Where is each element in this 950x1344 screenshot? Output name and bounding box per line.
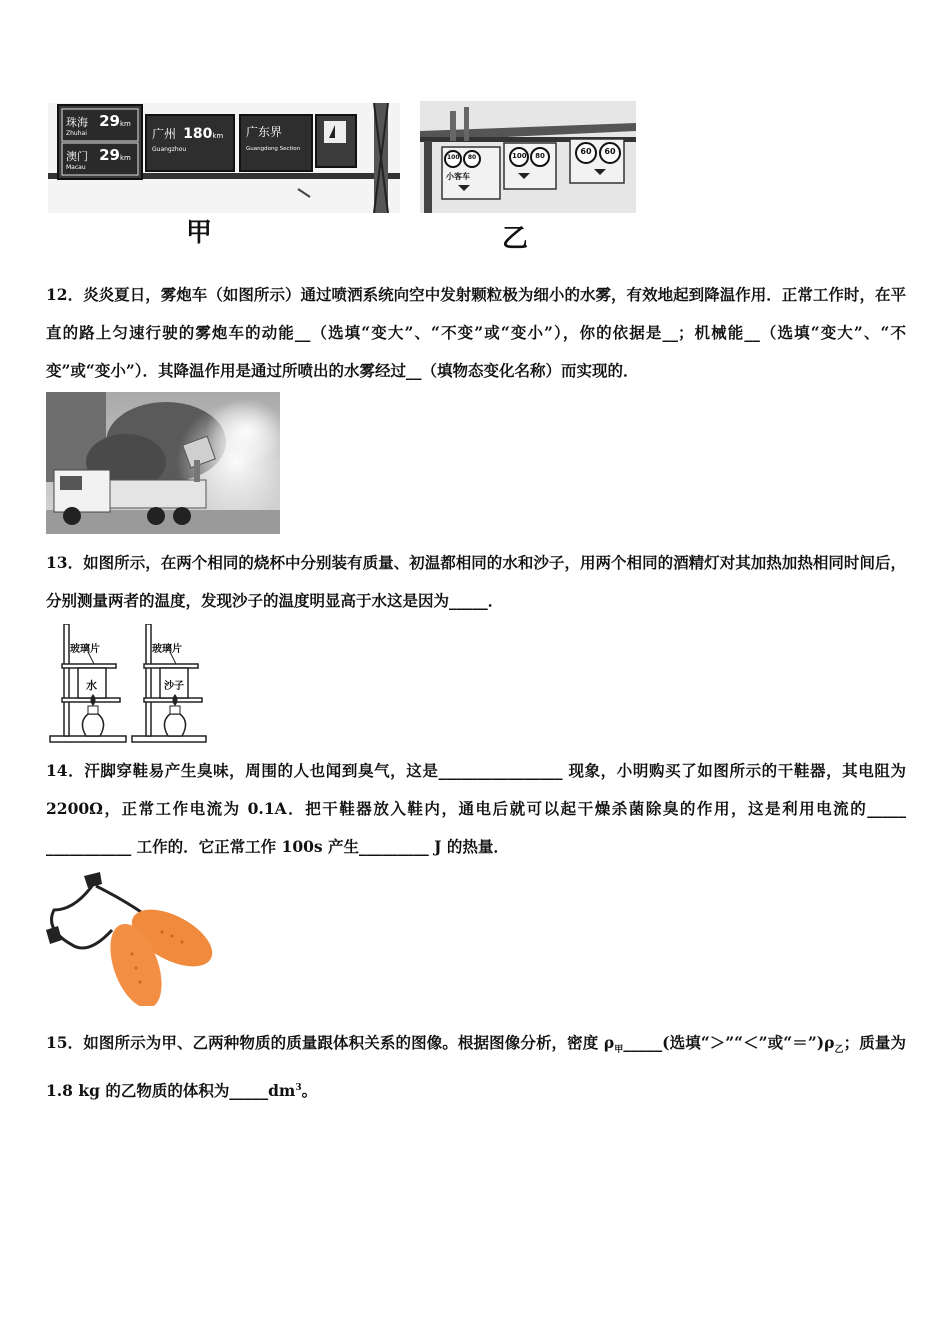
speed-limit-3: 100: [512, 152, 527, 160]
question-15: [46, 1024, 906, 1110]
question-12-text: 12．炎炎夏日，雾炮车（如图所示）通过喷洒系统向空中发射颗粒极为细小的水雾，有效地起到降温作用．正常工作时，在平直的路上匀速行驶的雾炮车的动能__（选填“变大”、“不变”或“变小”），你的依据是__；机械能__（选填“变大”、“不变”或“变小”）．其降温作用是通过所喷出的水雾经过__（填物态变化名称）而实现的．: [46, 285, 906, 380]
question-15-part-2: _____(选填“＞”“＜”或“＝”)ρ: [623, 1033, 835, 1052]
question-14-text: 14．汗脚穿鞋易产生臭味，周围的人也闻到臭气，这是________________ 现象，小明购买了如图所示的干鞋器，其电阻为 2200Ω，正常工作电流为 0.1A．把干鞋器放入鞋内，通电后就可以起干燥杀菌除臭的作用，这是利用电流的_____ ___________ 工作的．它正常工作 100s 产生_________ J 的热量．: [46, 761, 906, 856]
sign-unit: km: [212, 132, 224, 140]
sign-guangzhou-name: 广州: [152, 127, 177, 141]
superscript-3: 3: [295, 1083, 302, 1094]
sign-aomen-dist: 29: [99, 146, 120, 164]
heating-apparatus-figure: [48, 624, 208, 746]
speed-limit-6: 60: [604, 147, 616, 156]
sign-zhuhai: [66, 111, 136, 137]
question-12: [46, 276, 906, 390]
sign-aomen: [66, 145, 136, 171]
speed-limit-2: 80: [467, 154, 477, 161]
sign-zhuhai-name: 珠海: [66, 116, 88, 129]
sign-unit: km: [119, 120, 131, 128]
sign-guangdong: [246, 123, 310, 152]
sign-guangzhou-en: Guangzhou: [152, 146, 187, 153]
glass-plate-label-left: 玻璃片: [70, 644, 100, 655]
subscript-yi: 乙: [834, 1045, 844, 1056]
speed-limit-5: 60: [580, 147, 592, 156]
sign-zhuhai-dist: 29: [99, 112, 120, 130]
figure-jia: [48, 103, 400, 213]
question-13-text: 13．如图所示，在两个相同的烧杯中分别装有质量、初温都相同的水和沙子，用两个相同的酒精灯对其加热加热相同时间后，分别测量两者的温度，发现沙子的温度明显高于水这是因为_____．: [46, 553, 906, 610]
figure-jia-label: 甲: [186, 218, 213, 248]
sign-aomen-name: 澳门: [66, 150, 88, 163]
sign-guangzhou-dist: 180: [183, 126, 213, 142]
figure-yi-label: 乙: [502, 224, 529, 254]
subscript-jia: 甲: [614, 1045, 624, 1056]
car-lane-label: 小客车: [446, 172, 470, 181]
water-label: 水: [86, 679, 97, 692]
glass-plate-label-right: 玻璃片: [152, 644, 182, 655]
shoe-dryer-photo: [44, 870, 214, 1006]
sign-guangdong-name: 广东界: [246, 125, 283, 139]
sign-zhuhai-en: Zhuhai: [66, 130, 87, 137]
sand-label: 沙子: [164, 681, 184, 692]
question-14: [46, 752, 906, 866]
question-15-text: [46, 1024, 906, 1110]
question-15-part-4: 。: [301, 1081, 318, 1101]
question-13: [46, 544, 906, 620]
question-15-part-3: ；质量为 1.8 kg 的乙物质的体积为_____dm: [46, 1033, 906, 1101]
speed-limit-1: 100: [447, 154, 460, 161]
sign-guangzhou: [152, 123, 232, 153]
speed-limit-4: 80: [535, 152, 545, 160]
sign-unit: km: [119, 154, 131, 162]
sign-guangdong-en: Guangdong Section: [246, 146, 301, 152]
question-15-part-1: 15．如图所示为甲、乙两种物质的质量跟体积关系的图像。根据图像分析，密度 ρ: [46, 1033, 615, 1052]
sign-aomen-en: Macau: [66, 164, 86, 171]
fog-cannon-truck-photo: [46, 392, 280, 534]
figure-yi: [420, 101, 636, 213]
